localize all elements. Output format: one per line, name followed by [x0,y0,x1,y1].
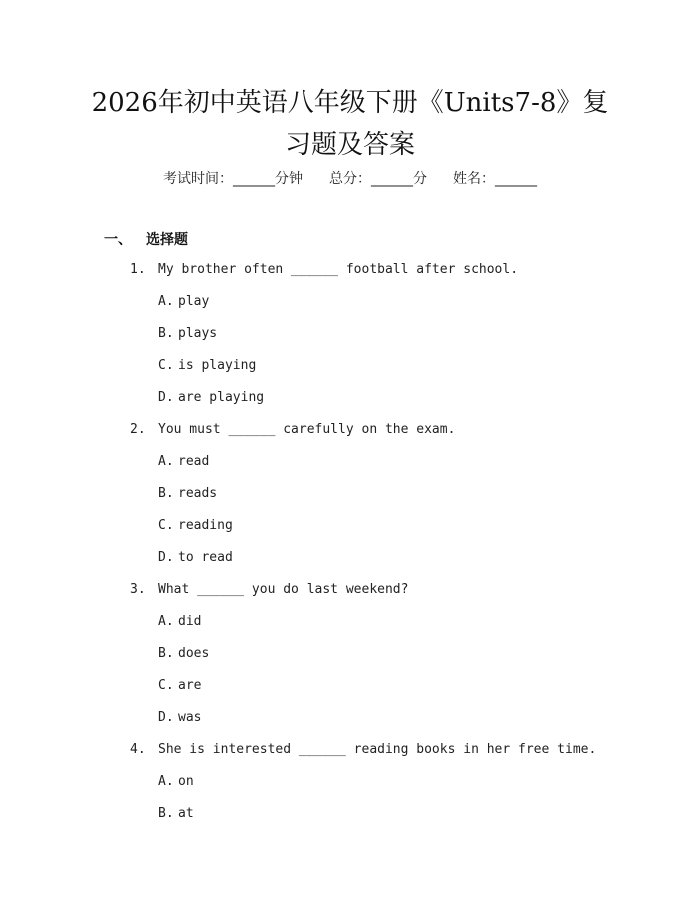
option-1c [0,355,700,387]
option-label: D. [158,550,174,565]
option-text: did [178,614,202,629]
option-text: read [178,454,210,469]
option-3b [0,643,700,675]
option-text: plays [178,326,218,341]
section-heading [104,229,188,249]
option-2a [0,451,700,483]
option-3a [0,611,700,643]
option-label: A. [158,614,174,629]
question-4 [0,739,700,771]
question-number: 3. [130,582,146,597]
option-1b [0,323,700,355]
option-label: D. [158,710,174,725]
section-title: 选择题 [146,232,188,248]
option-label: C. [158,678,174,693]
question-list [0,259,700,835]
exam-info-line [0,168,700,188]
option-text: reading [178,518,233,533]
section-number: 一、 [104,232,132,248]
score-label: 总分： [329,171,371,187]
question-3 [0,579,700,611]
option-3c [0,675,700,707]
question-text: She is interested ______ reading books in her free time. [158,742,597,757]
option-label: A. [158,454,174,469]
option-1d [0,387,700,419]
option-4b [0,803,700,835]
question-text: You must ______ carefully on the exam. [158,422,456,437]
title-line-2: 习题及答案 [284,130,415,160]
question-text: My brother often ______ football after school. [158,262,519,277]
option-label: A. [158,774,174,789]
question-text: What ______ you do last weekend? [158,582,409,597]
option-label: B. [158,486,174,501]
document-title [90,82,610,166]
option-text: is playing [178,358,257,373]
option-text: on [178,774,194,789]
name-blank: ______ [495,171,537,187]
option-text: play [178,294,210,309]
option-text: are playing [178,390,265,405]
option-text: to read [178,550,233,565]
name-label: 姓名： [453,171,495,187]
question-2 [0,419,700,451]
option-3d [0,707,700,739]
option-label: B. [158,646,174,661]
option-text: reads [178,486,218,501]
time-blank: ______ [233,171,275,187]
option-label: C. [158,358,174,373]
score-blank: ______ [371,171,413,187]
score-unit: 分 [413,171,427,187]
option-label: A. [158,294,174,309]
option-4a [0,771,700,803]
option-text: does [178,646,210,661]
option-1a [0,291,700,323]
time-label: 考试时间： [163,171,233,187]
option-2d [0,547,700,579]
title-line-1: 2026年初中英语八年级下册《Units7-8》复 [91,88,609,118]
question-number: 1. [130,262,146,277]
option-label: D. [158,390,174,405]
option-label: B. [158,806,174,821]
question-number: 2. [130,422,146,437]
option-label: B. [158,326,174,341]
option-2c [0,515,700,547]
question-1 [0,259,700,291]
option-label: C. [158,518,174,533]
option-text: are [178,678,202,693]
option-text: at [178,806,194,821]
option-2b [0,483,700,515]
time-unit: 分钟 [275,171,303,187]
question-number: 4. [130,742,146,757]
option-text: was [178,710,202,725]
